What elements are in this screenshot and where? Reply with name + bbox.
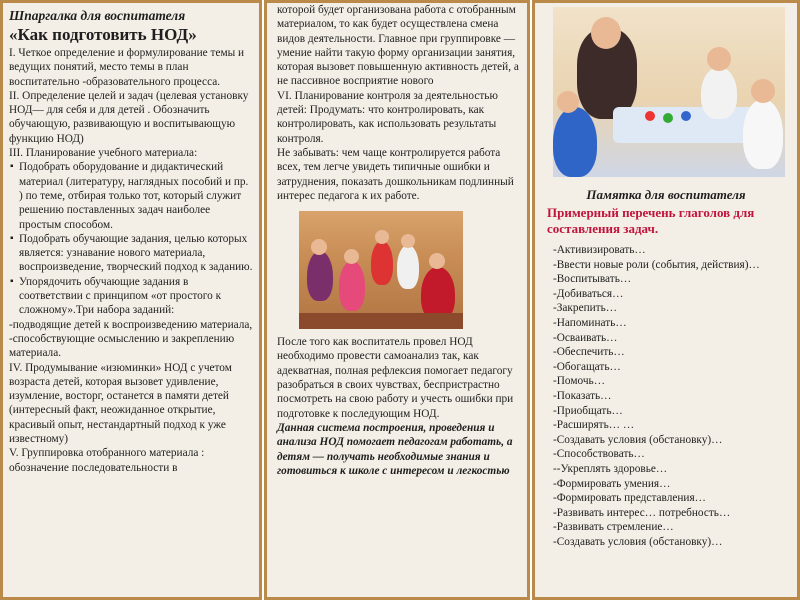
- verb-item: -Создавать условия (обстановку)…: [553, 535, 723, 548]
- verb-item: -Расширять… …: [553, 419, 635, 432]
- verb-item: -Закрепить…: [553, 302, 618, 315]
- verb-item: -Помочь…: [553, 375, 605, 388]
- list-item: ▪ Упорядочить обучающие задания в соответствии с принципом «от простого к сложному».Три набора заданий:: [19, 275, 253, 318]
- right-panel: [532, 0, 800, 600]
- paragraph: После того как воспитатель провел НОД необходимо провести самоанализ так, как адекватная, полная рефлексия помогает педагогу разобраться в своих чувствах, беспристрастно посмотреть на свою работу и учесть ошибки при подготовке к последующим НОД.: [277, 336, 514, 420]
- conclusion: Данная система построения, проведения и анализа НОД помогает педагогам работать, а детям — получать необходимые знания и готовиться к школе с интересом и легкостью: [277, 421, 513, 477]
- list-item: ▪ Подобрать оборудование и дидактический материал (литературу, наглядных пособий и пр. ) по теме, отбирая только тот, который служит решению поставленных задач наиболее простым способом.: [19, 160, 253, 231]
- memo-subtitle: Примерный перечень глаголов для составления задач.: [547, 205, 755, 236]
- verb-item: -Ввести новые роли (события, действия)…: [553, 258, 760, 271]
- paragraph: -способствующие осмыслению и закреплению материала.: [9, 332, 235, 360]
- verb-item: -Воспитывать…: [553, 273, 632, 286]
- list-item: ▪ Подобрать обучающие задания, целью которых является: узнавание нового материала, воспроизведение, творческий подход к заданию.: [19, 232, 253, 275]
- teacher-with-children-photo: [553, 7, 785, 177]
- verb-item: -Добиваться…: [553, 287, 624, 300]
- verb-item: -Приобщать…: [553, 404, 623, 417]
- verb-item: -Способствовать…: [553, 448, 645, 461]
- paragraph: которой будет организована работа с отобранным материалом, то как будет осуществлена смена видов деятельности. Главное при группировке — умение найти такую форму организации занятия, которая вызовет повышенную активность детей, а не пассивное восприятие нового: [277, 4, 519, 88]
- bullet-list: [9, 160, 253, 317]
- memo-title: Памятка для воспитателя: [586, 187, 746, 202]
- left-text: [9, 46, 253, 475]
- verb-item: -Напоминать…: [553, 316, 627, 329]
- paragraph: -подводящие детей к воспроизведению материала,: [9, 318, 253, 331]
- verb-item: -Формировать умения…: [553, 477, 671, 490]
- cheat-sheet-title: Шпаргалка для воспитателя: [9, 8, 186, 23]
- verb-item: -Развивать стремление…: [553, 521, 674, 534]
- middle-text-bottom: [277, 335, 521, 478]
- paragraph: I. Четкое определение и формулирование темы и ведущих понятий, место темы в план воспитательно -образовательного процесса.: [9, 47, 245, 88]
- middle-text: [277, 3, 521, 203]
- verb-item: -Развивать интерес… потребность…: [553, 506, 731, 519]
- middle-panel: [264, 0, 530, 600]
- verb-item: --Укреплять здоровье…: [553, 462, 668, 475]
- paragraph: V. Группировка отобранного материала : обозначение последовательности в: [9, 447, 205, 474]
- left-panel: [0, 0, 262, 600]
- paragraph: VI. Планирование контроля за деятельностью детей: Продумать: что контролировать, как контролировать, как использовать результаты контроля.: [277, 89, 498, 145]
- paragraph: IV. Продумывание «изюминки» НОД с учетом возраста детей, которая вызовет удивление, изумление, восторг, останется в памяти детей (интересный факт, неожиданное открытие, красивый опыт, нестандартный подход к уже известному): [9, 361, 232, 446]
- verb-item: -Формировать представления…: [553, 492, 706, 505]
- verb-item: -Активизировать…: [553, 244, 646, 256]
- paragraph: Не забывать: чем чаще контролируется работа всех, тем легче увидеть типичные ошибки и затруднения, показать дошкольникам подлинный интерес педагога к их работе.: [277, 146, 514, 202]
- paragraph: III. Планирование учебного материала:: [9, 147, 198, 160]
- paragraph: II. Определение целей и задач (целевая установку НОД— для себя и для детей . Обозначить обучающую, развивающую и воспитывающую функцию НОД): [9, 89, 249, 145]
- verb-item: -Осваивать…: [553, 331, 618, 344]
- verb-item: -Обогащать…: [553, 360, 621, 373]
- verb-list: [553, 243, 797, 549]
- verb-item: -Показать…: [553, 389, 612, 402]
- children-circle-photo: [299, 211, 463, 329]
- nod-title: «Как подготовить НОД»: [9, 25, 197, 44]
- verb-item: -Обеспечить…: [553, 346, 625, 359]
- verb-item: -Создавать условия (обстановку)…: [553, 433, 723, 446]
